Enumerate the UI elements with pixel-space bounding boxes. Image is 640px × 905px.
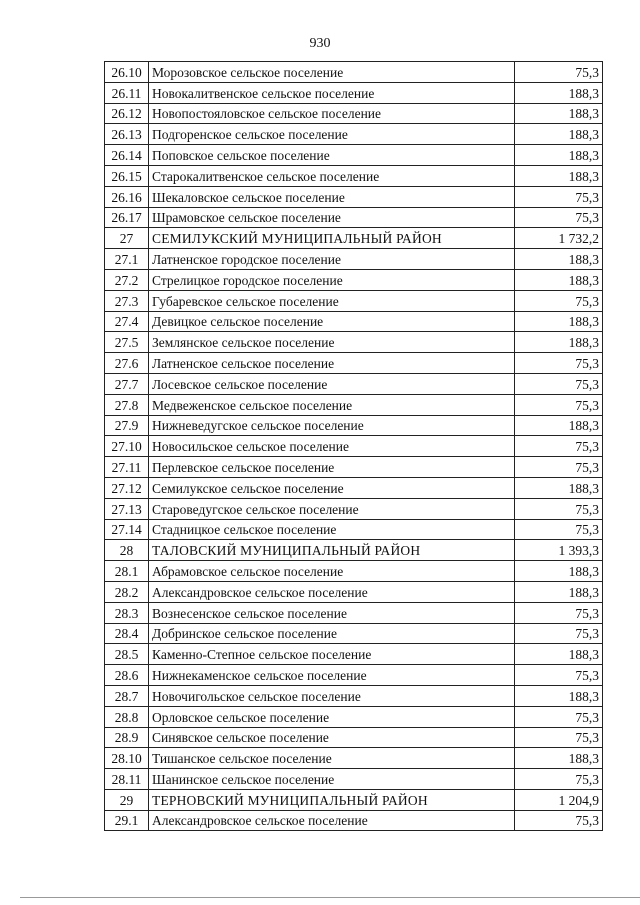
amount-value: 75,3 (515, 186, 603, 207)
table-row (105, 477, 603, 498)
table-row (105, 103, 603, 124)
settlement-name: Нижнекаменское сельское поселение (149, 665, 515, 686)
amount-value: 75,3 (515, 665, 603, 686)
settlement-name: Морозовское сельское поселение (149, 62, 515, 83)
table-row (105, 436, 603, 457)
amount-value: 75,3 (515, 602, 603, 623)
table-row (105, 665, 603, 686)
row-number: 28.1 (105, 561, 149, 582)
settlement-name: Новокалитвенское сельское поселение (149, 82, 515, 103)
settlement-name: Орловское сельское поселение (149, 706, 515, 727)
district-name: ТЕРНОВСКИЙ МУНИЦИПАЛЬНЫЙ РАЙОН (149, 789, 515, 810)
amount-value: 188,3 (515, 249, 603, 270)
amount-value: 188,3 (515, 581, 603, 602)
amount-value: 75,3 (515, 62, 603, 83)
table-row (105, 353, 603, 374)
row-number: 27.10 (105, 436, 149, 457)
settlement-name: Новосильское сельское поселение (149, 436, 515, 457)
amount-value: 188,3 (515, 685, 603, 706)
settlement-name: Шекаловское сельское поселение (149, 186, 515, 207)
amount-value: 188,3 (515, 269, 603, 290)
settlement-name: Синявское сельское поселение (149, 727, 515, 748)
district-name: ТАЛОВСКИЙ МУНИЦИПАЛЬНЫЙ РАЙОН (149, 540, 515, 561)
row-number: 27.5 (105, 332, 149, 353)
settlement-name: Тишанское сельское поселение (149, 748, 515, 769)
row-number: 28.3 (105, 602, 149, 623)
settlement-name: Новочигольское сельское поселение (149, 685, 515, 706)
amount-value: 188,3 (515, 415, 603, 436)
settlement-name: Добринское сельское поселение (149, 623, 515, 644)
table-row (105, 165, 603, 186)
row-number: 28.10 (105, 748, 149, 769)
table-row (105, 415, 603, 436)
settlement-name: Новопостояловское сельское поселение (149, 103, 515, 124)
table-row (105, 62, 603, 83)
settlement-name: Лосевское сельское поселение (149, 373, 515, 394)
row-number: 26.15 (105, 165, 149, 186)
table-row (105, 727, 603, 748)
table-body (105, 62, 603, 831)
row-number: 27.2 (105, 269, 149, 290)
row-number: 27.4 (105, 311, 149, 332)
settlement-name: Губаревское сельское поселение (149, 290, 515, 311)
settlement-name: Абрамовское сельское поселение (149, 561, 515, 582)
settlement-name: Вознесенское сельское поселение (149, 602, 515, 623)
amount-value: 188,3 (515, 311, 603, 332)
amount-value: 75,3 (515, 207, 603, 228)
table-row (105, 561, 603, 582)
district-name: СЕМИЛУКСКИЙ МУНИЦИПАЛЬНЫЙ РАЙОН (149, 228, 515, 249)
amount-value: 188,3 (515, 332, 603, 353)
table-row (105, 581, 603, 602)
row-number: 28.9 (105, 727, 149, 748)
settlement-name: Старокалитвенское сельское поселение (149, 165, 515, 186)
settlement-name: Нижневедугское сельское поселение (149, 415, 515, 436)
settlement-name: Стадницкое сельское поселение (149, 519, 515, 540)
district-row (105, 789, 603, 810)
row-number: 26.13 (105, 124, 149, 145)
amount-value: 75,3 (515, 498, 603, 519)
table-row (105, 82, 603, 103)
district-row (105, 540, 603, 561)
table-row (105, 623, 603, 644)
table-row (105, 769, 603, 790)
amount-value: 1 204,9 (515, 789, 603, 810)
table-row (105, 457, 603, 478)
row-number: 27.13 (105, 498, 149, 519)
settlement-name: Медвеженское сельское поселение (149, 394, 515, 415)
amount-value: 188,3 (515, 82, 603, 103)
settlement-name: Александровское сельское поселение (149, 581, 515, 602)
settlement-name: Семилукское сельское поселение (149, 477, 515, 498)
row-number: 28.4 (105, 623, 149, 644)
amount-value: 1 393,3 (515, 540, 603, 561)
row-number: 28.8 (105, 706, 149, 727)
row-number: 27.14 (105, 519, 149, 540)
row-number: 27.12 (105, 477, 149, 498)
page-bottom-rule (20, 897, 640, 898)
amount-value: 75,3 (515, 519, 603, 540)
settlement-name: Перлевское сельское поселение (149, 457, 515, 478)
amount-value: 75,3 (515, 457, 603, 478)
row-number: 29.1 (105, 810, 149, 831)
table-row (105, 145, 603, 166)
amount-value: 188,3 (515, 145, 603, 166)
table-row (105, 373, 603, 394)
table-row (105, 394, 603, 415)
page-number: 930 (309, 36, 331, 51)
row-number: 28.6 (105, 665, 149, 686)
settlement-name: Землянское сельское поселение (149, 332, 515, 353)
table-row (105, 290, 603, 311)
row-number: 26.11 (105, 82, 149, 103)
table-row (105, 207, 603, 228)
table-row (105, 602, 603, 623)
table-row (105, 124, 603, 145)
settlement-name: Поповское сельское поселение (149, 145, 515, 166)
table-row (105, 186, 603, 207)
amount-value: 188,3 (515, 124, 603, 145)
district-row (105, 228, 603, 249)
amount-value: 188,3 (515, 644, 603, 665)
table-row (105, 519, 603, 540)
row-number: 28.7 (105, 685, 149, 706)
row-number: 28.2 (105, 581, 149, 602)
row-number: 27.7 (105, 373, 149, 394)
settlement-name: Шанинское сельское поселение (149, 769, 515, 790)
settlement-name: Каменно-Степное сельское поселение (149, 644, 515, 665)
amount-value: 75,3 (515, 623, 603, 644)
amount-value: 75,3 (515, 290, 603, 311)
amount-value: 75,3 (515, 706, 603, 727)
amount-value: 75,3 (515, 394, 603, 415)
table-row (105, 311, 603, 332)
row-number: 26.17 (105, 207, 149, 228)
amount-value: 75,3 (515, 373, 603, 394)
row-number: 26.16 (105, 186, 149, 207)
table-row (105, 810, 603, 831)
amount-value: 1 732,2 (515, 228, 603, 249)
row-number: 26.10 (105, 62, 149, 83)
settlement-name: Александровское сельское поселение (149, 810, 515, 831)
row-number: 27.8 (105, 394, 149, 415)
amount-value: 75,3 (515, 810, 603, 831)
table-row (105, 706, 603, 727)
amount-value: 75,3 (515, 727, 603, 748)
row-number: 26.14 (105, 145, 149, 166)
settlement-name: Подгоренское сельское поселение (149, 124, 515, 145)
row-number: 28.5 (105, 644, 149, 665)
row-number: 28.11 (105, 769, 149, 790)
settlement-name: Стрелицкое городское поселение (149, 269, 515, 290)
row-number: 27.6 (105, 353, 149, 374)
amount-value: 188,3 (515, 165, 603, 186)
table-row (105, 748, 603, 769)
settlement-name: Староведугское сельское поселение (149, 498, 515, 519)
amount-value: 75,3 (515, 436, 603, 457)
amount-value: 188,3 (515, 477, 603, 498)
row-number: 27.3 (105, 290, 149, 311)
table-row (105, 269, 603, 290)
amount-value: 188,3 (515, 561, 603, 582)
table-row (105, 685, 603, 706)
amount-value: 188,3 (515, 748, 603, 769)
row-number: 29 (105, 789, 149, 810)
settlement-name: Латненское городское поселение (149, 249, 515, 270)
table-row (105, 498, 603, 519)
settlement-name: Шрамовское сельское поселение (149, 207, 515, 228)
settlement-name: Девицкое сельское поселение (149, 311, 515, 332)
settlement-name: Латненское сельское поселение (149, 353, 515, 374)
row-number: 27.1 (105, 249, 149, 270)
table-row (105, 644, 603, 665)
amount-value: 188,3 (515, 103, 603, 124)
row-number: 26.12 (105, 103, 149, 124)
allocation-table (104, 61, 603, 831)
amount-value: 75,3 (515, 353, 603, 374)
amount-value: 75,3 (515, 769, 603, 790)
row-number: 27.9 (105, 415, 149, 436)
row-number: 27 (105, 228, 149, 249)
row-number: 28 (105, 540, 149, 561)
table-row (105, 249, 603, 270)
table-row (105, 332, 603, 353)
row-number: 27.11 (105, 457, 149, 478)
